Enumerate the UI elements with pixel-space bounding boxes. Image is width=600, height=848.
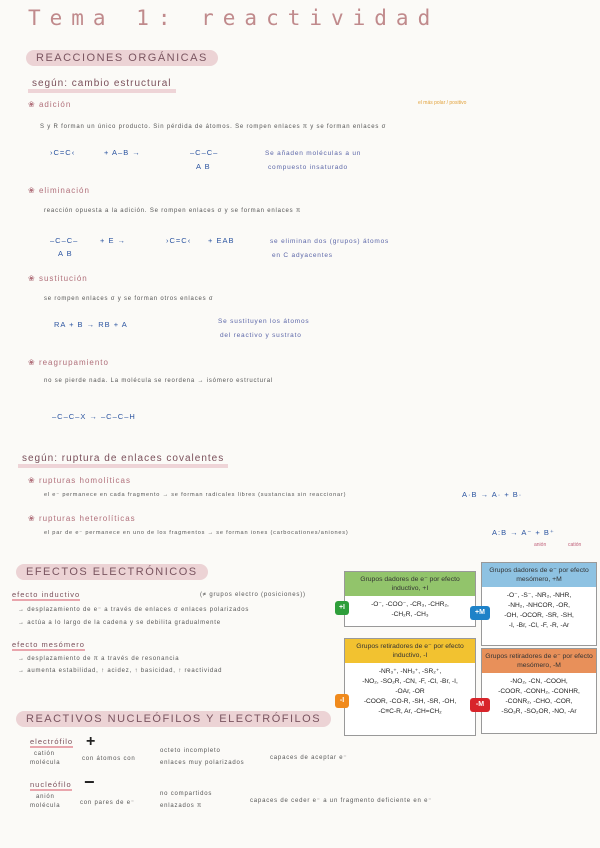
nucleofilo-left-1: anión: [36, 794, 55, 800]
electrofilo-sign: +: [86, 733, 96, 750]
homoliticas-heading: ❀ rupturas homolíticas: [28, 476, 131, 485]
page-title: Tema 1: reactividad: [28, 6, 440, 30]
nucleofilo-sign: −: [84, 772, 95, 792]
sustitucion-note-2: del reactivo y sustrato: [220, 332, 302, 339]
nucleofilo-opt-1: no compartidos: [160, 791, 213, 797]
heteroliticas-description: el par de e⁻ permanece en uno de los fragmentos → se forman iones (carbocationes/aniones): [44, 530, 349, 536]
reagrupamiento-description: no se pierde nada. La molécula se reordena → isómero estructural: [44, 378, 273, 384]
homoliticas-description: el e⁻ permanece en cada fragmento → se forman radicales libres (sustancias sin reaccionar): [44, 492, 347, 498]
mesomero-line-2: → aumenta estabilidad, ↑ acidez, ↑ basicidad, ↑ reactividad: [18, 668, 223, 674]
sub-cambio-estructural: según: cambio estructural: [28, 78, 176, 93]
heteroliticas-cation: catión: [568, 542, 582, 548]
box-mesomero-retirador-body: -NO₂, -CN, -COOH, -COOR, -CONH₂, -CONHR, -CONR₂, -CHO, -COR, -SO₃R, -SO₂OR, -NO, -Ar: [498, 678, 580, 715]
electrofilo-opt-2: enlaces muy polarizados: [160, 760, 245, 766]
section-reactivos: REACTIVOS NUCLEÓFILOS Y ELECTRÓFILOS: [16, 711, 331, 727]
box-mesomero-retirador: Grupos retiradores de e⁻ por efecto mesómero, -M -NO₂, -CN, -COOH, -COOR, -CONH₂, -CONHR, -CONR₂, -CHO, -COR, -SO₃R, -SO₂OR, -NO, -Ar: [481, 648, 597, 734]
mesomero-heading: efecto mesómero: [12, 640, 85, 649]
box-inductivo-retirador: Grupos retiradores de e⁻ por efecto inductivo, -I -NR₃⁺, -NH₃⁺, -SR₂⁺, -NO₂, -SO₂R, -CN, -F, -Cl, -Br, -I, -OAr, -OR -COOR, -CO-R, -SH, -SR, -OH, -C≡C-R, Ar, -CH=CH₂: [344, 638, 476, 736]
sustitucion-heading: ❀ sustitución: [28, 274, 88, 283]
nucleofilo-heading: nucleófilo: [30, 780, 72, 789]
badge-plus-i: +I: [335, 601, 349, 615]
adicion-note-2: compuesto insaturado: [268, 164, 348, 171]
badge-minus-i: -I: [335, 694, 349, 708]
eliminacion-eq-atoms: A B: [58, 249, 73, 258]
adicion-eq-mid: + A–B →: [104, 148, 141, 157]
nucleofilo-mid: con pares de e⁻: [80, 800, 135, 806]
heteroliticas-anion: anión: [534, 542, 547, 548]
adicion-eq-left: ›C=C‹: [50, 148, 76, 157]
box-inductivo-retirador-body: -NR₃⁺, -NH₃⁺, -SR₂⁺, -NO₂, -SO₂R, -CN, -F, -Cl, -Br, -I, -OAr, -OR -COOR, -CO-R, -SH, -SR, -OH, -C≡C-R, Ar, -CH=CH₂: [362, 668, 458, 715]
mesomero-line-1: → desplazamiento de π a través de resonancia: [18, 656, 180, 662]
adicion-corner-note: el más polar / positivo: [418, 100, 467, 106]
badge-minus-m: -M: [470, 698, 490, 712]
box-inductivo-dador: Grupos dadores de e⁻ por efecto inductivo, +I -O⁻, -COO⁻, -CR₃, -CHR₂, -CH₂R, -CH₃: [344, 571, 476, 627]
inductivo-note: (≠ grupos electro (posiciones)): [200, 592, 306, 598]
nucleofilo-right: capaces de ceder e⁻ a un fragmento deficiente en e⁻: [250, 798, 433, 804]
nucleofilo-left-2: molécula: [30, 803, 61, 809]
section-efectos: EFECTOS ELECTRÓNICOS: [16, 564, 208, 580]
eliminacion-note-1: se eliminan dos (grupos) átomos: [270, 238, 390, 245]
electrofilo-right: capaces de aceptar e⁻: [270, 755, 348, 761]
electrofilo-left-1: catión: [34, 751, 55, 757]
adicion-description: S y R forman un único producto. Sin pérdida de átomos. Se rompen enlaces π y se forman enlaces σ: [40, 124, 387, 130]
electrofilo-mid: con átomos con: [82, 756, 136, 762]
adicion-note-1: Se añaden moléculas a un: [265, 150, 362, 157]
inductivo-line-2: → actúa a lo largo de la cadena y se debilita gradualmente: [18, 620, 221, 626]
heteroliticas-eq: A:B → A⁻ + B⁺: [492, 528, 555, 537]
homoliticas-eq: A·B → A· + B·: [462, 490, 523, 499]
adicion-eq-atoms: A B: [196, 162, 211, 171]
reagrupamiento-heading: ❀ reagrupamiento: [28, 358, 109, 367]
eliminacion-heading: ❀ eliminación: [28, 186, 90, 195]
adicion-eq-right: –C–C–: [190, 148, 219, 157]
box-mesomero-dador-body: -O⁻, -S⁻, -NR₂, -NHR, -NH₂, -NHCOR, -OR, -OH, -OCOR, -SR, -SH, -I, -Br, -Cl, -F, -R, -Ar: [504, 592, 574, 629]
sustitucion-description: se rompen enlaces σ y se forman otros enlaces σ: [44, 296, 214, 302]
reagrupamiento-eq: –C–C–X → –C–C–H: [52, 412, 136, 421]
eliminacion-eq-extra: + EAB: [208, 236, 235, 245]
electrofilo-left-2: molécula: [30, 760, 61, 766]
badge-plus-m: +M: [470, 606, 490, 620]
sustitucion-note-1: Se sustituyen los átomos: [218, 318, 310, 325]
electrofilo-heading: electrófilo: [30, 737, 74, 746]
eliminacion-eq-mid: + E →: [100, 236, 127, 245]
sustitucion-eq: RA + B → RB + A: [54, 320, 128, 329]
nucleofilo-opt-2: enlazados π: [160, 803, 202, 809]
sub-ruptura-enlaces: según: ruptura de enlaces covalentes: [18, 453, 228, 468]
electrofilo-opt-1: octeto incompleto: [160, 748, 221, 754]
adicion-heading: ❀ adición: [28, 100, 72, 109]
eliminacion-eq-left: –C–C–: [50, 236, 79, 245]
eliminacion-note-2: en C adyacentes: [272, 252, 333, 259]
eliminacion-description: reacción opuesta a la adición. Se rompen enlaces σ y se forman enlaces π: [44, 208, 301, 214]
section-organicas: REACCIONES ORGÁNICAS: [26, 50, 218, 66]
inductivo-heading: efecto inductivo: [12, 590, 81, 599]
eliminacion-eq-right: ›C=C‹: [166, 236, 192, 245]
box-inductivo-dador-body: -O⁻, -COO⁻, -CR₃, -CHR₂, -CH₂R, -CH₃: [371, 601, 449, 618]
box-mesomero-dador: Grupos dadores de e⁻ por efecto mesómero, +M -O⁻, -S⁻, -NR₂, -NHR, -NH₂, -NHCOR, -OR, -OH, -OCOR, -SR, -SH, -I, -Br, -Cl, -F, -R, -Ar: [481, 562, 597, 646]
inductivo-line-1: → desplazamiento de e⁻ a través de enlaces σ enlaces polarizados: [18, 607, 250, 613]
heteroliticas-heading: ❀ rupturas heterolíticas: [28, 514, 136, 523]
